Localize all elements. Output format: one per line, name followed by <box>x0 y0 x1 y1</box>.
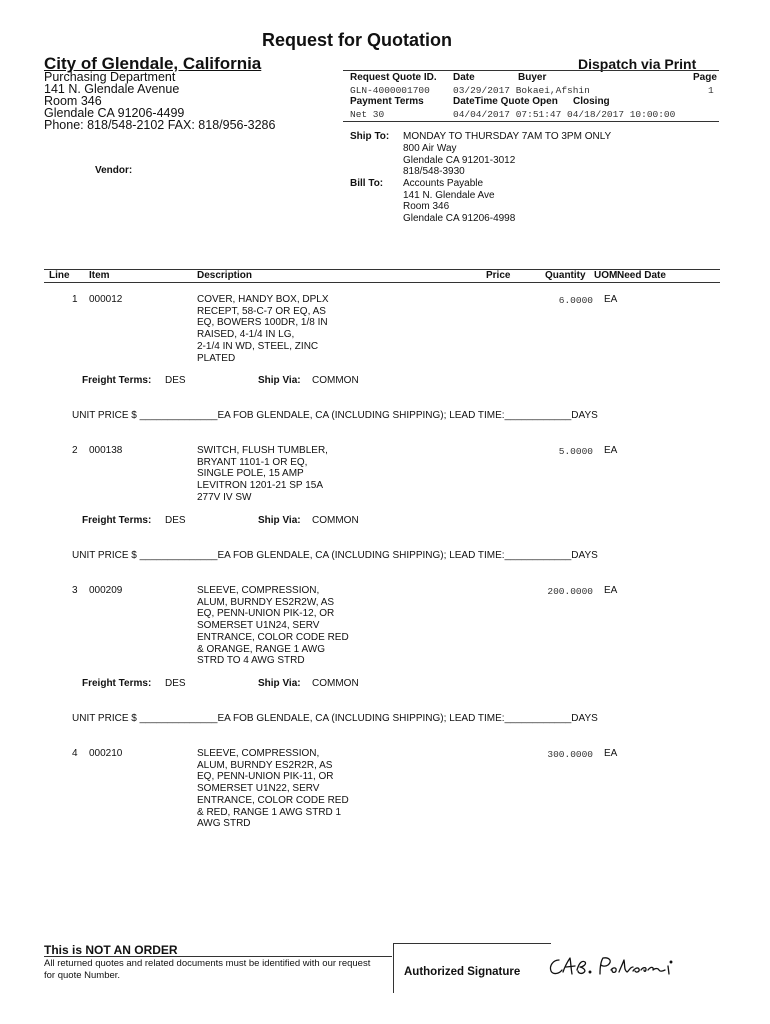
column-description: Description <box>197 270 253 281</box>
footer-note-line-1: All returned quotes and related documents must be identified with our request <box>44 958 371 969</box>
date-label: Date <box>453 72 475 83</box>
ship-via-value: COMMON <box>312 375 359 386</box>
bill-to-line: Accounts Payable <box>403 178 484 189</box>
unit-price-line: UNIT PRICE $ ______________EA FOB GLENDALE, CA (INCLUDING SHIPPING); LEAD TIME:____________DAYS <box>72 550 598 561</box>
line-number: 1 <box>72 294 78 305</box>
unit-price-line: UNIT PRICE $ ______________EA FOB GLENDALE, CA (INCLUDING SHIPPING); LEAD TIME:____________DAYS <box>72 713 598 724</box>
item-description: SLEEVE, COMPRESSION, ALUM, BURNDY ES2R2W, AS EQ, PENN-UNION PIK-12, OR SOMERSET U1N24, SERV ENTRANCE, COLOR CODE RED & ORANGE, RANGE 1 AWG STRD TO 4 AWG STRD <box>197 585 349 667</box>
quote-box-top-rule <box>343 70 719 71</box>
ship-to-label: Ship To: <box>350 131 390 142</box>
item-number: 000210 <box>89 748 123 759</box>
city-state-zip: Glendale CA 91206-4499 <box>44 106 185 120</box>
item-number: 000209 <box>89 585 123 596</box>
payment-terms-label: Payment Terms <box>350 96 424 107</box>
column-uom: UOM <box>594 270 618 281</box>
ship-via-label: Ship Via: <box>258 375 301 386</box>
ship-to-line: Glendale CA 91201-3012 <box>403 155 516 166</box>
date-buyer-value: 03/29/2017 Bokaei,Afshin <box>453 85 590 96</box>
item-description: SLEEVE, COMPRESSION, ALUM, BURNDY ES2R2R, AS EQ, PENN-UNION PIK-11, OR SOMERSET U1N22, SERV ENTRANCE, COLOR CODE RED & RED, RANGE 1 AWG STRD 1 AWG STRD <box>197 748 349 830</box>
bill-to-line: Glendale CA 91206-4998 <box>403 213 516 224</box>
department: Purchasing Department <box>44 70 176 84</box>
item-uom: EA <box>604 445 618 456</box>
footer-left-rule <box>44 956 392 957</box>
buyer-label: Buyer <box>518 72 547 83</box>
item-uom: EA <box>604 585 618 596</box>
columns-bottom-rule <box>44 282 720 283</box>
payment-terms-value: Net 30 <box>350 109 385 120</box>
unit-price-line: UNIT PRICE $ ______________EA FOB GLENDALE, CA (INCLUDING SHIPPING); LEAD TIME:____________DAYS <box>72 410 598 421</box>
street-address: 141 N. Glendale Avenue <box>44 82 180 96</box>
column-quantity: Quantity <box>545 270 586 281</box>
item-number: 000012 <box>89 294 123 305</box>
ship-to-line: 800 Air Way <box>403 143 457 154</box>
column-price: Price <box>486 270 511 281</box>
page-number: 1 <box>708 85 714 96</box>
page-label: Page <box>693 72 717 83</box>
line-number: 3 <box>72 585 78 596</box>
ship-to-line: MONDAY TO THURSDAY 7AM TO 3PM ONLY <box>403 131 612 142</box>
column-line: Line <box>49 270 70 281</box>
item-quantity: 200.0000 <box>547 586 593 597</box>
not-an-order-notice: This is NOT AN ORDER <box>44 943 178 957</box>
handwritten-signature-image <box>545 952 680 982</box>
signature-box-top-rule <box>393 943 551 944</box>
closing-label: Closing <box>573 96 610 107</box>
item-uom: EA <box>604 748 618 759</box>
item-description: SWITCH, FLUSH TUMBLER, BRYANT 1101-1 OR EQ, SINGLE POLE, 15 AMP LEVITRON 1201-21 SP 15A 277V IV SW <box>197 445 328 503</box>
freight-terms-value: DES <box>165 515 186 526</box>
ship-via-label: Ship Via: <box>258 515 301 526</box>
signature-box-left-rule <box>393 943 394 993</box>
freight-terms-label: Freight Terms: <box>82 678 152 689</box>
document-title: Request for Quotation <box>262 30 452 50</box>
freight-terms-value: DES <box>165 678 186 689</box>
ship-via-value: COMMON <box>312 678 359 689</box>
dispatch-method: Dispatch via Print <box>578 56 697 72</box>
item-quantity: 300.0000 <box>547 749 593 760</box>
room: Room 346 <box>44 94 102 108</box>
ship-via-label: Ship Via: <box>258 678 301 689</box>
item-uom: EA <box>604 294 618 305</box>
quote-id-value: GLN-4000001700 <box>350 85 430 96</box>
quote-box-bottom-rule <box>343 121 719 122</box>
item-quantity: 6.0000 <box>558 295 593 306</box>
item-number: 000138 <box>89 445 123 456</box>
quote-id-label: Request Quote ID. <box>350 72 437 83</box>
bill-to-label: Bill To: <box>350 178 384 189</box>
vendor-label: Vendor: <box>95 165 133 176</box>
quote-open-close-value: 04/04/2017 07:51:47 04/18/2017 10:00:00 <box>453 109 676 120</box>
bill-to-line: 141 N. Glendale Ave <box>403 190 495 201</box>
column-item: Item <box>89 270 110 281</box>
item-description: COVER, HANDY BOX, DPLX RECEPT, 58-C-7 OR EQ, AS EQ, BOWERS 100DR, 1/8 IN RAISED, 4-1/4 IN LG, 2-1/4 IN WD, STEEL, ZINC PLATED <box>197 294 329 364</box>
freight-terms-label: Freight Terms: <box>82 375 152 386</box>
column-need-date: Need Date <box>617 270 666 281</box>
footer-note-line-2: for quote Number. <box>44 970 121 981</box>
quote-open-label: DateTime Quote Open <box>453 96 558 107</box>
organization-name: City of Glendale, California <box>44 54 262 73</box>
phone-fax: Phone: 818/548-2102 FAX: 818/956-3286 <box>44 118 276 132</box>
freight-terms-value: DES <box>165 375 186 386</box>
freight-terms-label: Freight Terms: <box>82 515 152 526</box>
item-quantity: 5.0000 <box>558 446 593 457</box>
line-number: 2 <box>72 445 78 456</box>
ship-to-line: 818/548-3930 <box>403 166 465 177</box>
ship-via-value: COMMON <box>312 515 359 526</box>
bill-to-line: Room 346 <box>403 201 450 212</box>
line-number: 4 <box>72 748 78 759</box>
authorized-signature-label: Authorized Signature <box>404 966 521 978</box>
